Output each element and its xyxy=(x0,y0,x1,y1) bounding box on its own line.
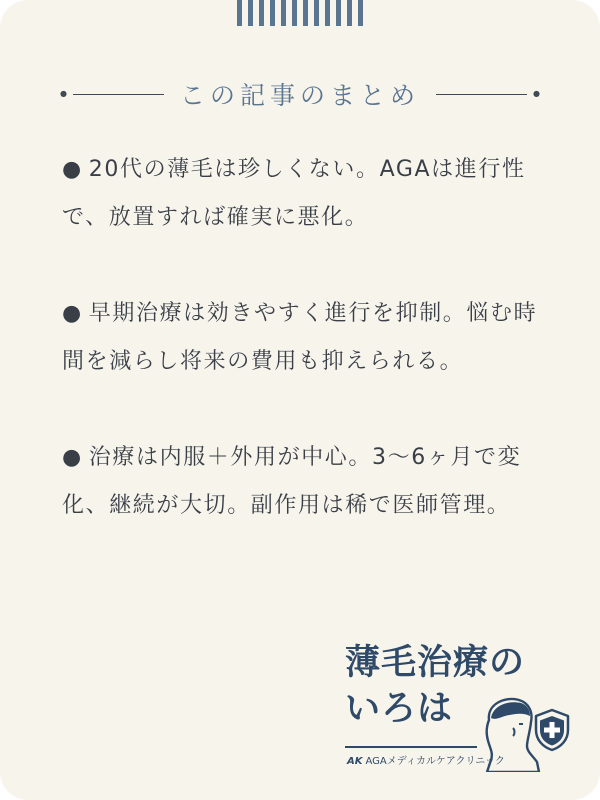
summary-point-text: 20代の薄毛は珍しくない。AGAは進行性で、放置すれば確実に悪化。 xyxy=(62,157,526,230)
bullet-icon: ● xyxy=(62,157,83,182)
brand-underline xyxy=(345,746,477,748)
summary-points xyxy=(62,146,542,578)
heading-rule-left: ● xyxy=(60,90,164,98)
section-heading: この記事のまとめ xyxy=(180,81,421,110)
brand-subtitle-text: AGAメディカルケアクリニック xyxy=(365,756,505,767)
summary-point xyxy=(62,290,542,386)
medical-shield-cross-icon xyxy=(533,708,571,752)
bullet-icon: ● xyxy=(62,301,83,326)
brand-mark: AK xyxy=(347,756,363,767)
bullet-icon: ● xyxy=(62,445,83,470)
summary-point-text: 治療は内服＋外用が中心。3〜6ヶ月で変化、継続が大切。副作用は稀で医師管理。 xyxy=(62,445,522,518)
brand-logo xyxy=(345,640,585,770)
heading-rule-right: ● xyxy=(436,90,540,98)
stripe-decoration xyxy=(237,0,363,26)
summary-point xyxy=(62,146,542,242)
summary-point-text: 早期治療は効きやすく進行を抑制。悩む時間を減らし将来の費用も抑えられる。 xyxy=(62,301,538,374)
brand-title-line2: いろは xyxy=(345,689,454,729)
section-heading-row xyxy=(60,76,540,112)
summary-point xyxy=(62,434,542,530)
brand-title-line1: 薄毛治療の xyxy=(345,643,526,683)
